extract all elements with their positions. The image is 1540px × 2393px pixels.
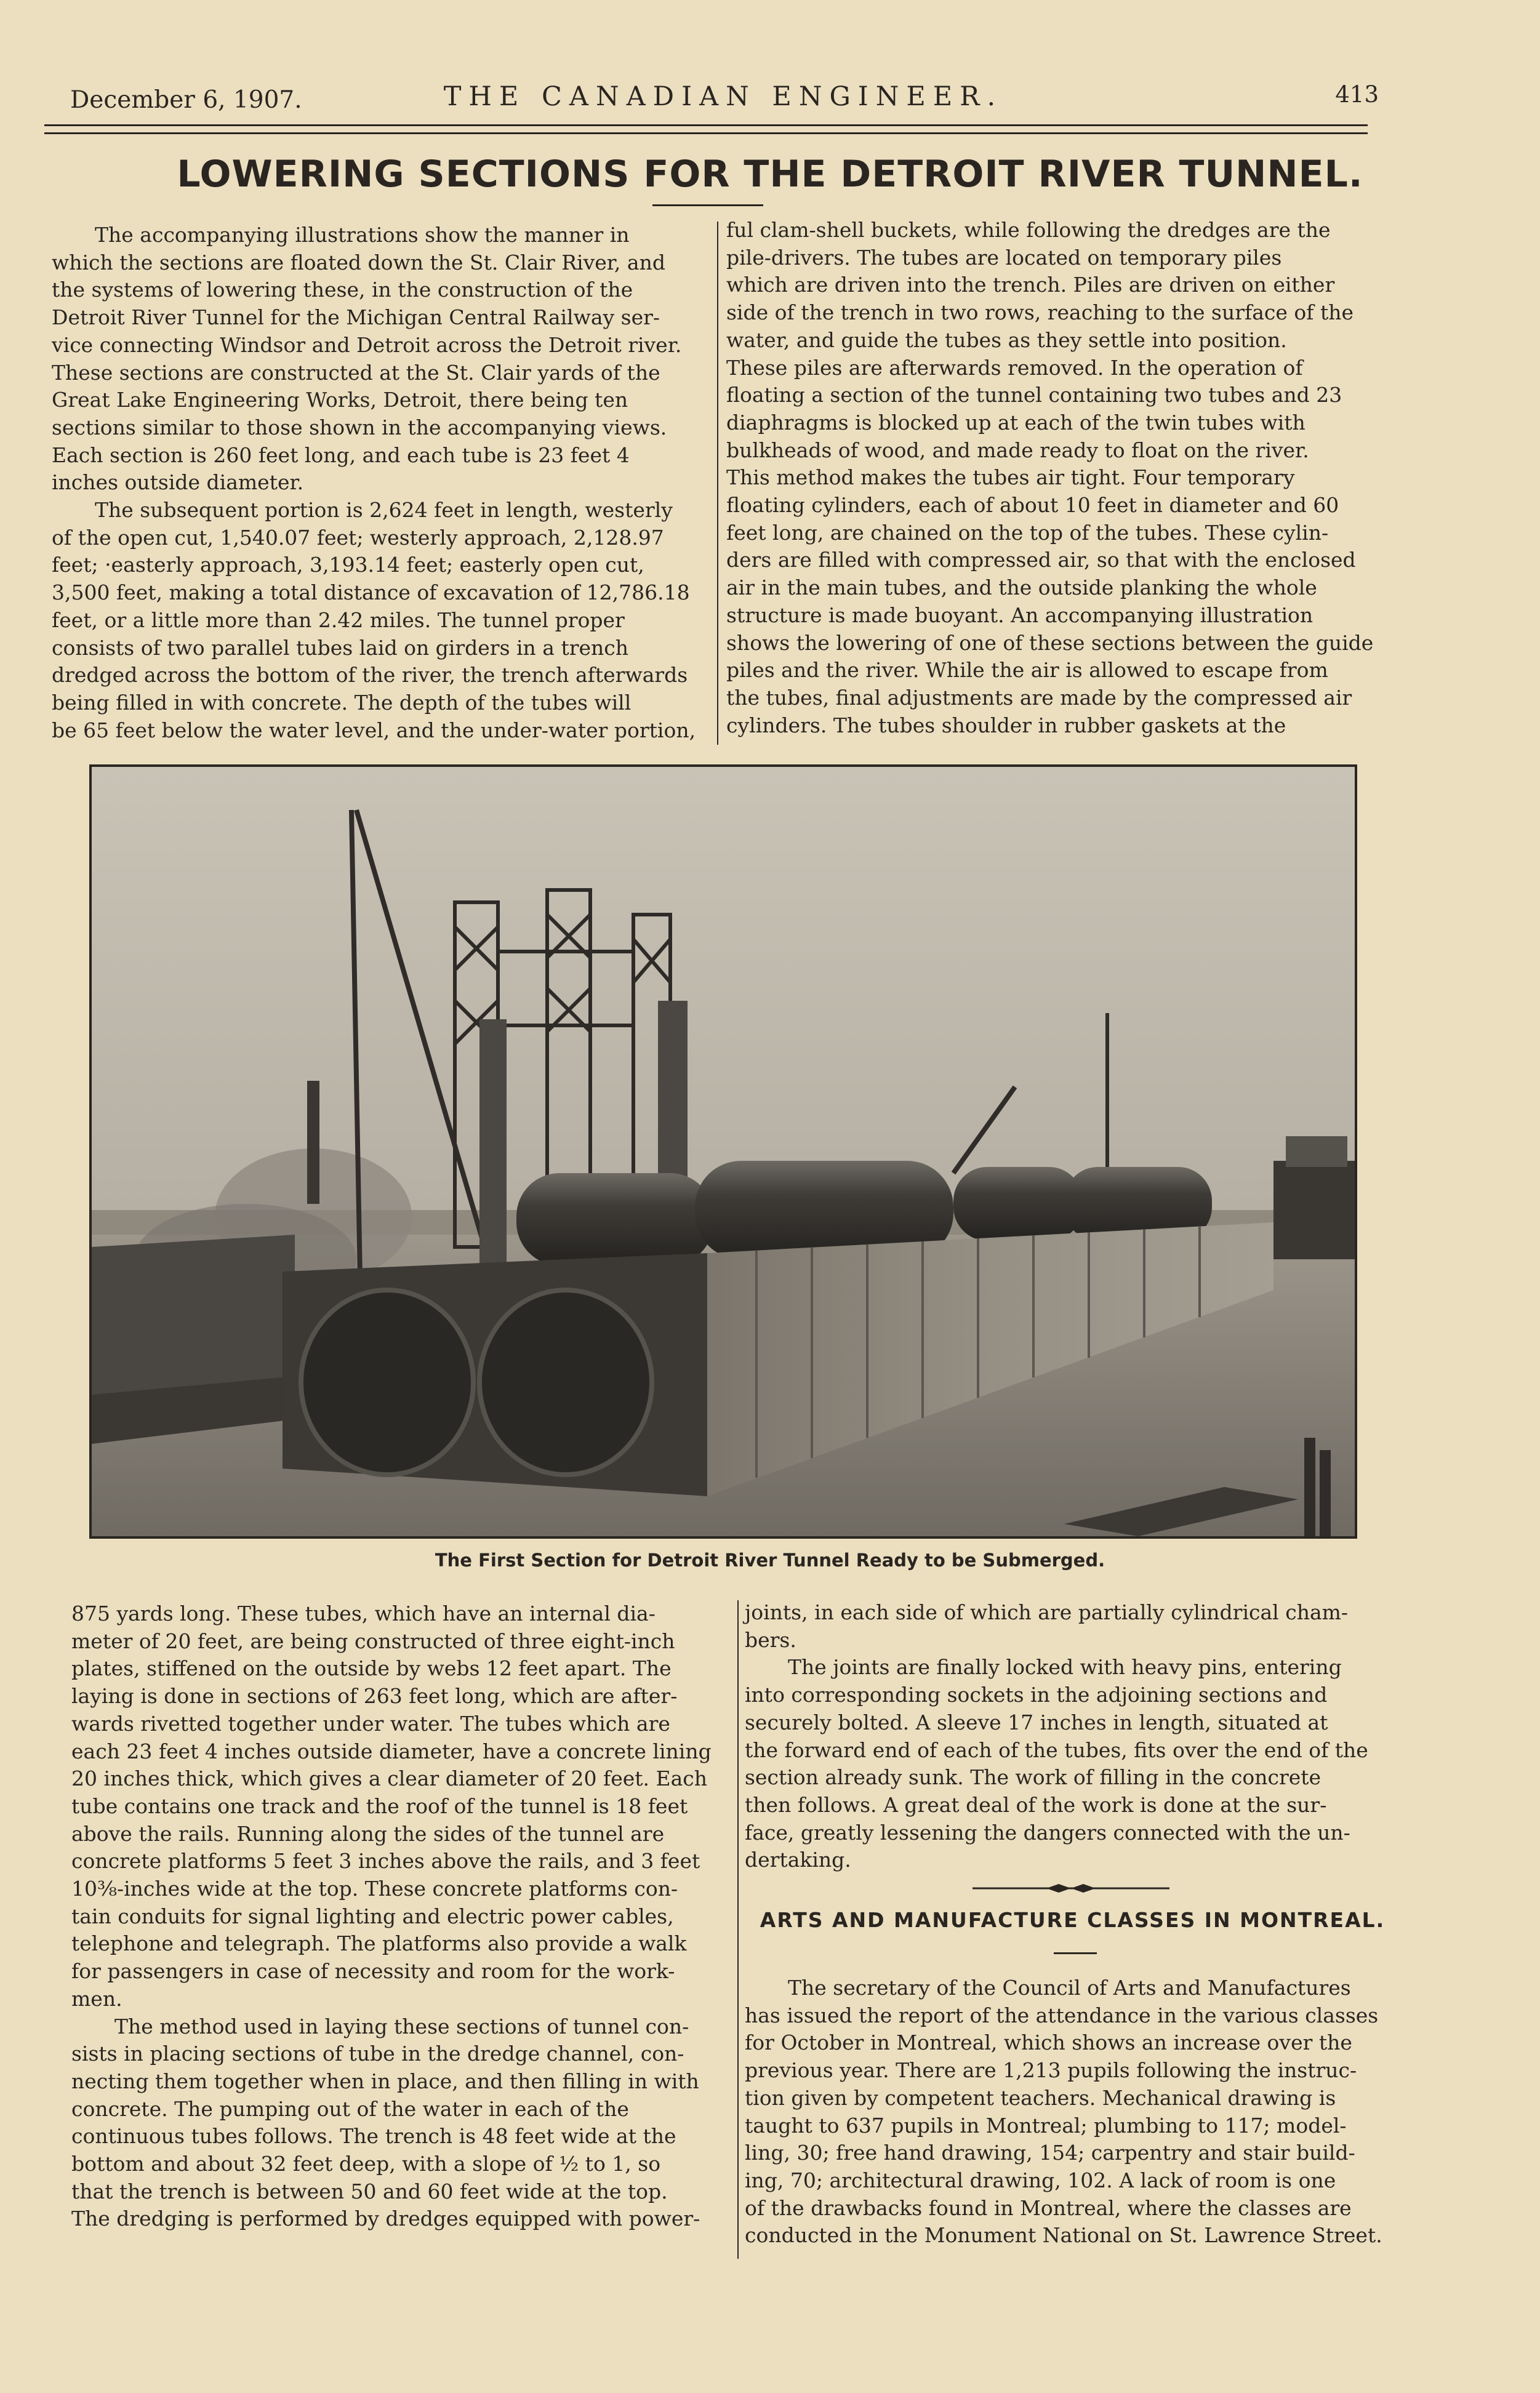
column-line: of the drawbacks found in Montreal, where the classes are xyxy=(745,2195,1352,2220)
column-line: meter of 20 feet, are being constructed of three eight-inch xyxy=(71,1629,675,1653)
column-line: 20 inches thick, which gives a clear diameter of 20 feet. Each xyxy=(71,1766,708,1791)
column-line: feet long, are chained on the top of the tubes. These cylin- xyxy=(726,520,1329,545)
column-line: The method used in laying these sections of tunnel con- xyxy=(114,2014,689,2038)
column-line: that the trench is between 50 and 60 feet wide at the top. xyxy=(71,2179,668,2203)
column-line: tube contains one track and the roof of the tunnel is 18 feet xyxy=(71,1794,688,1818)
column-line: ders are filled with compressed air, so that with the enclosed xyxy=(726,548,1356,572)
column-line: 875 yards long. These tubes, which have an internal dia- xyxy=(71,1601,656,1625)
column-line: floating a section of the tunnel containing two tubes and 23 xyxy=(726,383,1342,407)
column-line: concrete. The pumping out of the water in each of the xyxy=(71,2096,629,2121)
photo-caption: The First Section for Detroit River Tunnel Ready to be Submerged. xyxy=(435,1550,1105,1571)
column-line: then follows. A great deal of the work is done at the sur- xyxy=(745,1792,1327,1817)
column-line: Each section is 260 feet long, and each tube is 23 feet 4 xyxy=(52,443,630,467)
column-line: bottom and about 32 feet deep, with a slope of ½ to 1, so xyxy=(71,2152,661,2176)
column-line: joints, in each side of which are partially cylindrical cham- xyxy=(745,1600,1349,1624)
column-line: of the open cut, 1,540.07 feet; westerly approach, 2,128.97 xyxy=(52,525,664,550)
article-column-1 xyxy=(52,222,708,744)
column-line: tain conduits for signal lighting and electric power cables, xyxy=(71,1904,674,1928)
column-line: taught to 637 pupils in Montreal; plumbing to 117; model- xyxy=(745,2113,1347,2138)
column-line: be 65 feet below the water level, and the under-water portion, xyxy=(52,718,696,742)
column-line: This method makes the tubes air tight. Four temporary xyxy=(726,465,1295,490)
column-line: dredged across the bottom of the river, the trench afterwards xyxy=(52,663,688,687)
masthead: THE CANADIAN ENGINEER. xyxy=(443,81,1003,112)
photo-illustration xyxy=(92,767,1355,1536)
article-column-3 xyxy=(71,1600,728,2233)
column-line: shows the lowering of one of these sections between the guide xyxy=(726,630,1374,655)
column-line: cylinders. The tubes shoulder in rubber gaskets at the xyxy=(726,713,1286,737)
column-line: ful clam-shell buckets, while following the dredges are the xyxy=(726,218,1331,242)
article-title: LOWERING SECTIONS FOR THE DETROIT RIVER TUNNEL. xyxy=(177,153,1363,196)
column-line: inches outside diameter. xyxy=(52,470,304,495)
column-line: floating cylinders, each of about 10 feet in diameter and 60 xyxy=(726,493,1339,518)
column-line: securely bolted. A sleeve 17 inches in length, situated at xyxy=(745,1710,1328,1734)
article-column-4 xyxy=(745,1599,1400,1874)
column-line: feet, or a little more than 2.42 miles. The tunnel proper xyxy=(52,607,625,632)
column-line: previous year. There are 1,213 pupils following the instruc- xyxy=(745,2058,1357,2083)
column-line: air in the main tubes, and the outside planking the whole xyxy=(726,575,1317,600)
column-line: dertaking. xyxy=(745,1848,851,1872)
column-line: for October in Montreal, which shows an increase over the xyxy=(745,2030,1352,2055)
section-ornament xyxy=(973,1882,1169,1894)
column-line: has issued the report of the attendance in the various classes xyxy=(745,2003,1379,2027)
column-line: ing, 70; architectural drawing, 102. A lack of room is one xyxy=(745,2168,1336,2192)
column-line: piles and the river. While the air is allowed to escape from xyxy=(726,658,1328,683)
article2-title: ARTS AND MANUFACTURE CLASSES IN MONTREAL. xyxy=(760,1908,1386,1932)
column-line: Detroit River Tunnel for the Michigan Central Railway ser- xyxy=(52,305,660,330)
tunnel-section-photo xyxy=(89,764,1357,1539)
column-line: The secretary of the Council of Arts and Manufactures xyxy=(788,1976,1351,2000)
article-column-2 xyxy=(726,217,1384,739)
column-line: continuous tubes follows. The trench is 48 feet wide at the xyxy=(71,2124,676,2149)
subhead-rule xyxy=(1054,1952,1097,1954)
column-line: The dredging is performed by dredges equipped with power- xyxy=(71,2207,700,2231)
column-line: 10⅜-inches wide at the top. These concrete platforms con- xyxy=(71,1877,678,1901)
column-line: The joints are finally locked with heavy pins, entering xyxy=(788,1655,1342,1680)
article2-body xyxy=(745,1974,1400,2250)
column-line: structure is made buoyant. An accompanying illustration xyxy=(726,603,1313,627)
header-rule xyxy=(44,124,1368,134)
column-line: water, and guide the tubes as they settle into position. xyxy=(726,327,1287,352)
page-number: 413 xyxy=(1335,81,1379,108)
column-line: sists in placing sections of tube in the dredge channel, con- xyxy=(71,2042,684,2066)
column-line: for passengers in case of necessity and room for the work- xyxy=(71,1959,675,1984)
column-line: Great Lake Engineering Works, Detroit, there being ten xyxy=(52,388,628,412)
title-rule xyxy=(652,204,763,206)
column-line: vice connecting Windsor and Detroit across the Detroit river. xyxy=(52,332,682,357)
column-line: concrete platforms 5 feet 3 inches above the rails, and 3 feet xyxy=(71,1849,700,1874)
column-line: pile-drivers. The tubes are located on temporary piles xyxy=(726,245,1282,270)
column-line: consists of two parallel tubes laid on girders in a trench xyxy=(52,635,629,660)
column-line: plates, stiffened on the outside by webs 12 feet apart. The xyxy=(71,1656,672,1681)
column-line: each 23 feet 4 inches outside diameter, have a concrete lining xyxy=(71,1739,712,1763)
column-line: the tubes, final adjustments are made by the compressed air xyxy=(726,685,1352,710)
column-line: diaphragms is blocked up at each of the twin tubes with xyxy=(726,410,1305,435)
column-line: The subsequent portion is 2,624 feet in length, westerly xyxy=(95,498,673,523)
column-line: the forward end of each of the tubes, fits over the end of the xyxy=(745,1738,1368,1762)
column-line: which are driven into the trench. Piles are driven on either xyxy=(726,273,1335,297)
column-line: sections similar to those shown in the accompanying views. xyxy=(52,415,667,439)
column-line: above the rails. Running along the sides of the tunnel are xyxy=(71,1821,665,1846)
column-line: bulkheads of wood, and made ready to float on the river. xyxy=(726,438,1309,462)
column-line: the systems of lowering these, in the construction of the xyxy=(52,278,633,302)
column-line: side of the trench in two rows, reaching to the surface of the xyxy=(726,300,1354,325)
column-line: tion given by competent teachers. Mechanical drawing is xyxy=(745,2085,1336,2110)
column-line: wards rivetted together under water. The tubes which are xyxy=(71,1711,670,1736)
column-line: 3,500 feet, making a total distance of excavation of 12,786.18 xyxy=(52,580,690,605)
column-line: which the sections are floated down the St. Clair River, and xyxy=(52,250,665,275)
column-line: face, greatly lessening the dangers connected with the un- xyxy=(745,1820,1350,1845)
column-line: conducted in the Monument National on St. Lawrence Street. xyxy=(745,2223,1382,2248)
column-line: These piles are afterwards removed. In the operation of xyxy=(726,355,1303,380)
column-line: These sections are constructed at the St. Clair yards of the xyxy=(52,360,660,385)
column-line: being filled in with concrete. The depth of the tubes will xyxy=(52,690,632,715)
column-line: necting them together when in place, and then filling in with xyxy=(71,2069,699,2093)
column-line: bers. xyxy=(745,1627,796,1652)
column-line: into corresponding sockets in the adjoining sections and xyxy=(745,1683,1328,1707)
column-line: feet; ·easterly approach, 3,193.14 feet; easterly open cut, xyxy=(52,553,644,577)
column-line: telephone and telegraph. The platforms also provide a walk xyxy=(71,1931,687,1956)
column-line: The accompanying illustrations show the manner in xyxy=(95,223,630,247)
column-line: section already sunk. The work of filling in the concrete xyxy=(745,1765,1321,1790)
page-header xyxy=(68,81,1379,124)
column-line: ling, 30; free hand drawing, 154; carpentry and stair build- xyxy=(745,2141,1355,2165)
column-line: men. xyxy=(71,1986,122,2011)
column-divider xyxy=(717,222,718,745)
column-divider xyxy=(737,1600,739,2259)
issue-date: December 6, 1907. xyxy=(70,86,302,114)
column-line: laying is done in sections of 263 feet long, which are after- xyxy=(71,1684,678,1709)
